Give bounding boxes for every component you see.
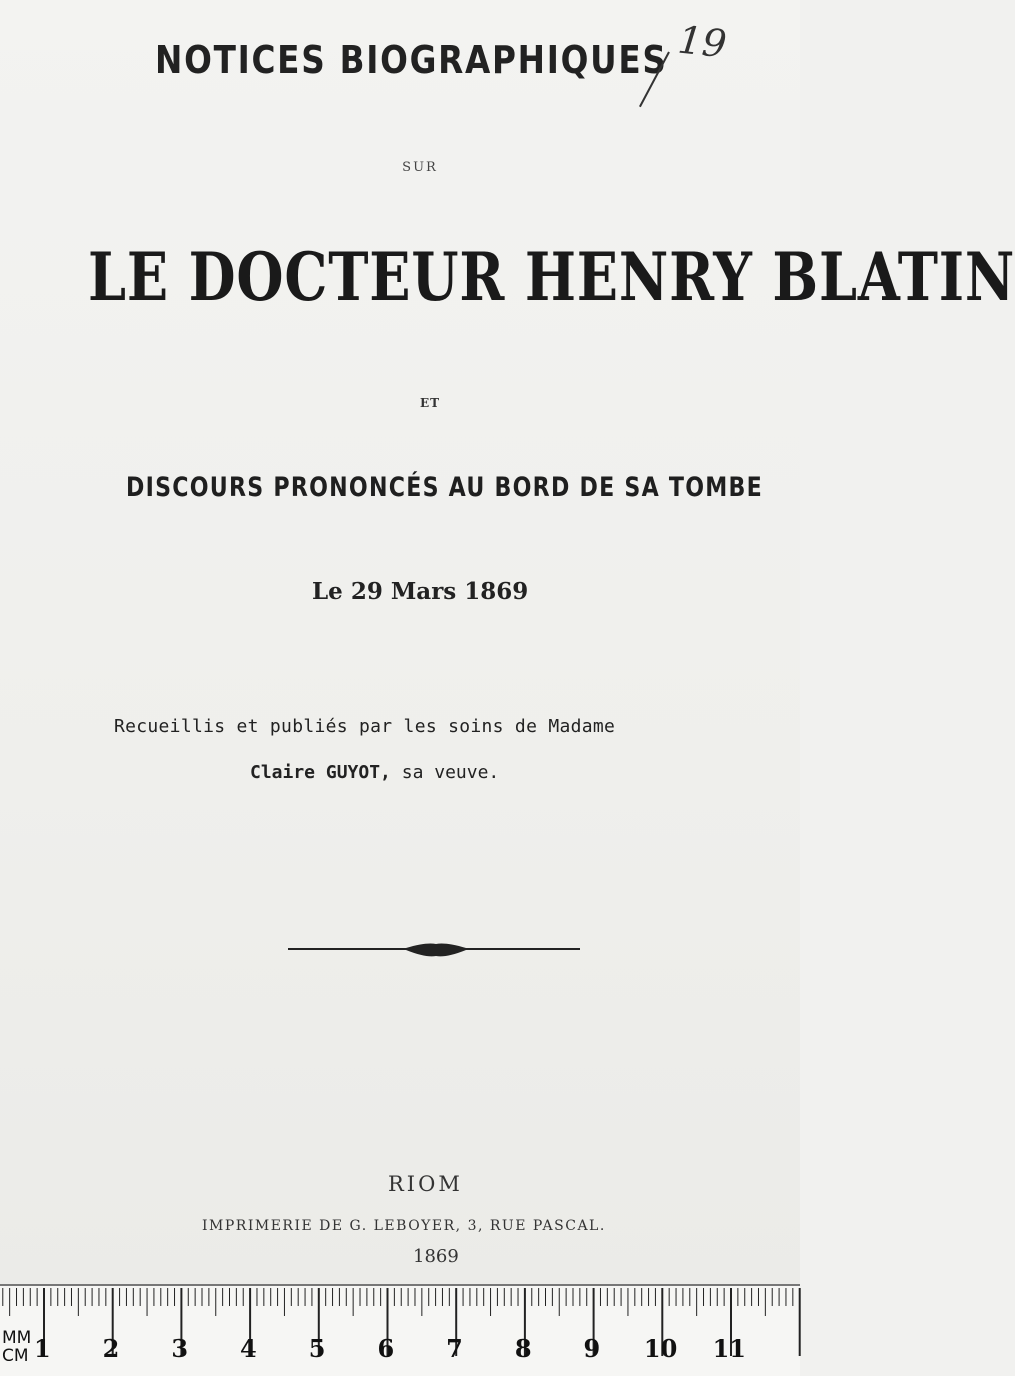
printer-line: IMPRIMERIE DE G. LEBOYER, 3, RUE PASCAL. — [202, 1218, 606, 1234]
ruler-number: 11 — [712, 1334, 746, 1363]
place: RIOM — [388, 1172, 463, 1196]
connector-et: ET — [419, 396, 441, 410]
editor-name: Claire GUYOT, — [250, 762, 391, 783]
ruler-number: 10 — [643, 1334, 678, 1363]
ruler-number: 4 — [240, 1334, 257, 1363]
measuring-ruler — [0, 1284, 800, 1376]
speeches-title: DISCOURS PRONONCÉS AU BORD DE SA TOMBE — [126, 472, 763, 503]
ruler-number: 7 — [446, 1334, 463, 1363]
year: 1869 — [413, 1246, 459, 1267]
heading: NOTICES BIOGRAPHIQUES — [155, 38, 668, 82]
date-line: Le 29 Mars 1869 — [312, 578, 529, 605]
ruler-unit-cm: CM — [2, 1346, 29, 1366]
editor-suffix: sa veuve. — [401, 762, 500, 783]
handwritten-number: 19 — [675, 17, 729, 67]
ruler-ticks — [0, 1286, 800, 1376]
ornament-rule — [286, 938, 582, 962]
ruler-number: 8 — [514, 1334, 532, 1363]
subject-title: LE DOCTEUR HENRY BLATIN — [88, 238, 1015, 316]
editor-line: Recueillis et publiés par les soins de Madame — [114, 716, 616, 737]
ruler-number: 6 — [377, 1334, 395, 1363]
ruler-number: 3 — [171, 1334, 189, 1363]
ruler-number: 5 — [308, 1334, 326, 1363]
ruler-number: 1 — [33, 1334, 51, 1363]
ruler-unit-mm: MM — [2, 1328, 32, 1348]
connector-sur: SUR — [402, 160, 438, 175]
editor-name-line — [250, 762, 499, 783]
ruler-number: 2 — [102, 1334, 120, 1363]
ruler-number: 9 — [583, 1334, 601, 1363]
